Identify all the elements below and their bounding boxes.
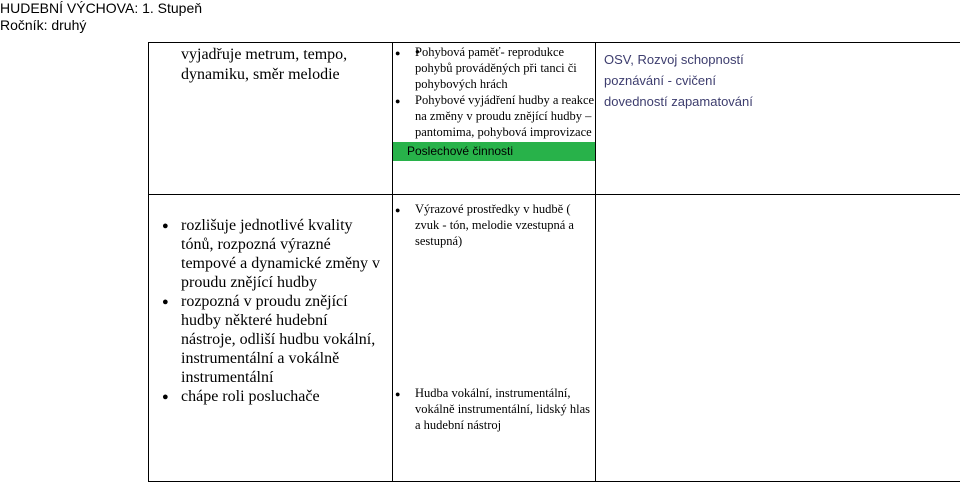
table-row [149, 195, 960, 482]
outcome-cell [149, 43, 393, 195]
bullet-icon: ● [162, 296, 169, 308]
list-item: ● rozlišuje jednotlivé kvality tónů, rozpozná výrazné tempové a dynamické změny v proudu znějící hudby [162, 217, 381, 291]
list-item: ● Výrazové prostředky v hudbě ( zvuk - tón, melodie vzestupná a sestupná) [395, 202, 574, 248]
activities-cell [393, 195, 596, 482]
list-item: ● Pohybové vyjádření hudby a reakce na změny v proudu znějící hudby – pantomima, pohybová improvizace [395, 93, 595, 139]
outcome-text: vyjadřuje metrum, tempo, dynamiku, směr melodie [181, 46, 348, 83]
outcomes-cell [149, 195, 393, 482]
subject-title: HUDEBNÍ VÝCHOVA: 1. Stupeň [0, 0, 203, 16]
bullet-icon: ● ● [395, 48, 401, 58]
list-item: ● ● Pohybová paměť- reprodukce pohybů prováděných při tanci či pohybových hrách [415, 44, 595, 92]
curriculum-table [148, 42, 960, 482]
bullet-icon: ● [395, 389, 401, 399]
bullet-icon: ● [395, 96, 401, 106]
list-item: ● chápe roli posluchače [162, 388, 320, 405]
bullet-icon: ● [162, 220, 169, 232]
list-item: ● rozpozná v proudu znějící hudby některé hudební nástroje, odliší hudbu vokální, instrumentální a vokálně instrumentální [162, 293, 376, 386]
list-item: ● Hudba vokální, instrumentální, vokálně instrumentální, lidský hlas a hudební nástroj [395, 386, 590, 432]
bullet-icon: ● [162, 391, 169, 403]
cross-topic-cell [596, 43, 960, 195]
cross-topic-cell-empty [596, 195, 960, 482]
bullet-icon: ● [395, 205, 401, 215]
table-row [149, 43, 960, 195]
activities-cell [393, 43, 596, 195]
cross-topic-text: OSV, Rozvoj schopností poznávání - cvičení dovedností zapamatování [604, 52, 753, 109]
section-label: Poslechové činnosti [393, 142, 595, 161]
grade-label: Ročník: druhý [0, 17, 87, 33]
